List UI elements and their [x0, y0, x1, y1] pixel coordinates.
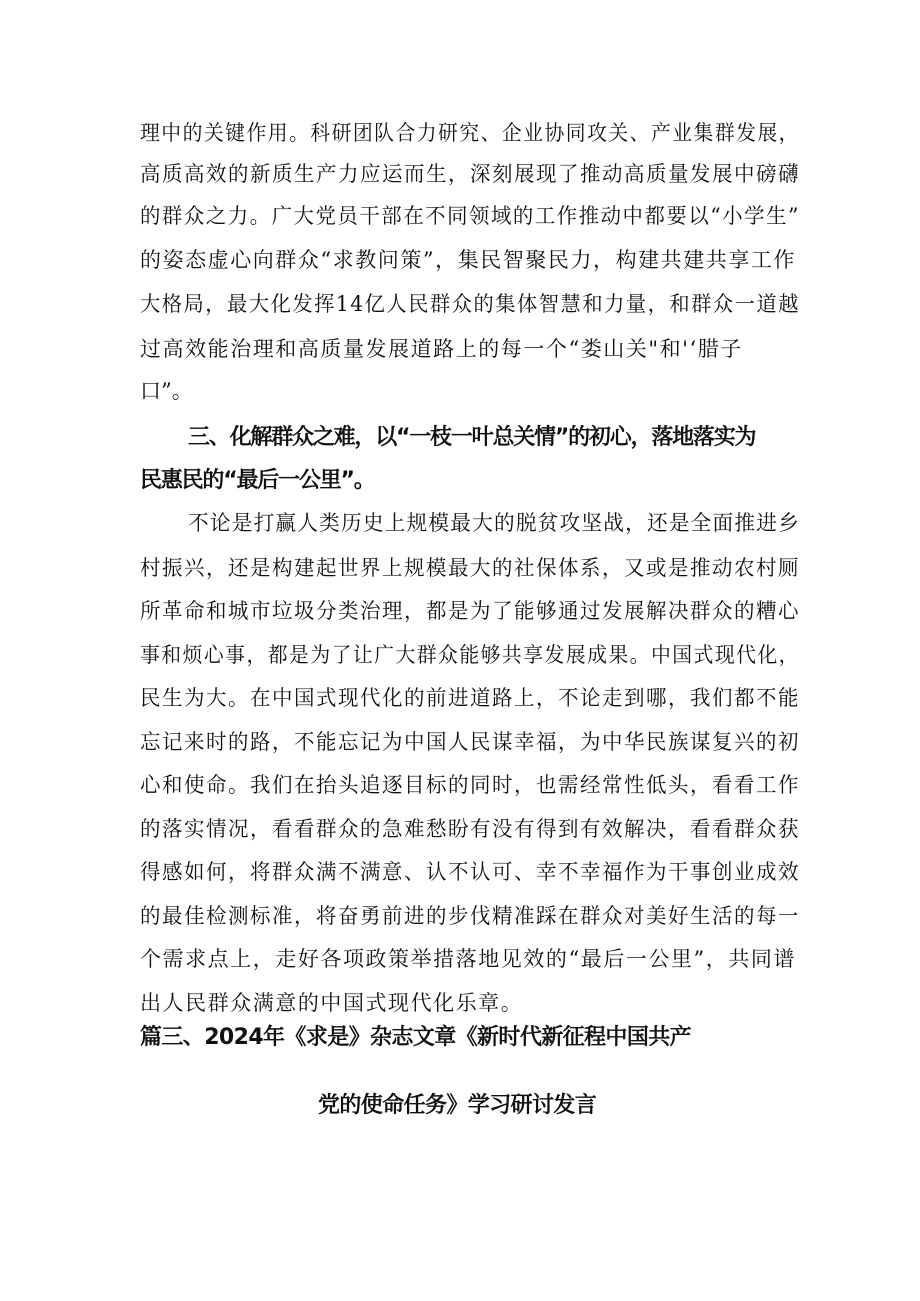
paragraph-line: 的群众之力。广大党员干部在不同领域的工作推动中都要以“小学生”	[140, 204, 801, 228]
heading-line: 三、化解群众之难，以“一枝一叶总关情”的初心，落地落实为	[188, 425, 756, 450]
paragraph-line: 忘记来时的路，不能忘记为中国人民谋幸福，为中华民族谋复兴的初	[140, 730, 800, 754]
paragraph-line: 大格局，最大化发挥14亿人民群众的集体智慧和力量，和群众一道越	[140, 292, 800, 316]
paragraph-line: 事和烦心事，都是为了让广大群众能够共享发展成果。中国式现代化，	[140, 643, 800, 667]
paragraph-line: 过高效能治理和高质量发展道路上的每一个“娄山关"和'‘腊子	[140, 337, 743, 361]
paragraph-line: 的姿态虚心向群众“求教问策”，集民智聚民力，构建共建共享工作	[140, 248, 796, 272]
paragraph-line: 心和使命。我们在抬头追逐目标的同时，也需经常性低头，看看工作	[140, 773, 800, 797]
paragraph-line: 个需求点上，走好各项政策举措落地见效的“最后一公里”，共同谱	[140, 947, 796, 971]
paragraph-line: 出人民群众满意的中国式现代化乐章。	[140, 991, 524, 1015]
heading-line: 民惠民的“最后一公里”。	[140, 468, 375, 493]
paragraph-line: 高质高效的新质生产力应运而生，深刻展现了推动高质量发展中磅礴	[140, 162, 800, 186]
paragraph-line: 的最佳检测标准，将奋勇前进的步伐精准踩在群众对美好生活的每一	[140, 904, 800, 928]
paragraph-line: 口”。	[140, 379, 193, 403]
paragraph-line: 的落实情况，看看群众的急难愁盼有没有得到有效解决，看看群众获	[140, 817, 800, 841]
paragraph-line: 不论是打赢人类历史上规模最大的脱贫攻坚战，还是全面推进乡	[188, 511, 800, 535]
paragraph-line: 理中的关键作用。科研团队合力研究、企业协同攻关、产业集群发展，	[140, 121, 800, 145]
paragraph-line: 所革命和城市垃圾分类治理，都是为了能够通过发展解决群众的糟心	[140, 599, 800, 623]
title-line: 篇三、2024年《求是》杂志文章《新时代新征程中国共产	[140, 1025, 692, 1050]
paragraph-line: 得感如何，将群众满不满意、认不认可、幸不幸福作为干事创业成效	[140, 860, 800, 884]
paragraph-line: 民生为大。在中国式现代化的前进道路上，不论走到哪，我们都不能	[140, 686, 800, 710]
paragraph-line: 村振兴，还是构建起世界上规模最大的社保体系，又或是推动农村厕	[140, 556, 800, 580]
title-line: 党的使命任务》学习研讨发言	[318, 1093, 597, 1118]
